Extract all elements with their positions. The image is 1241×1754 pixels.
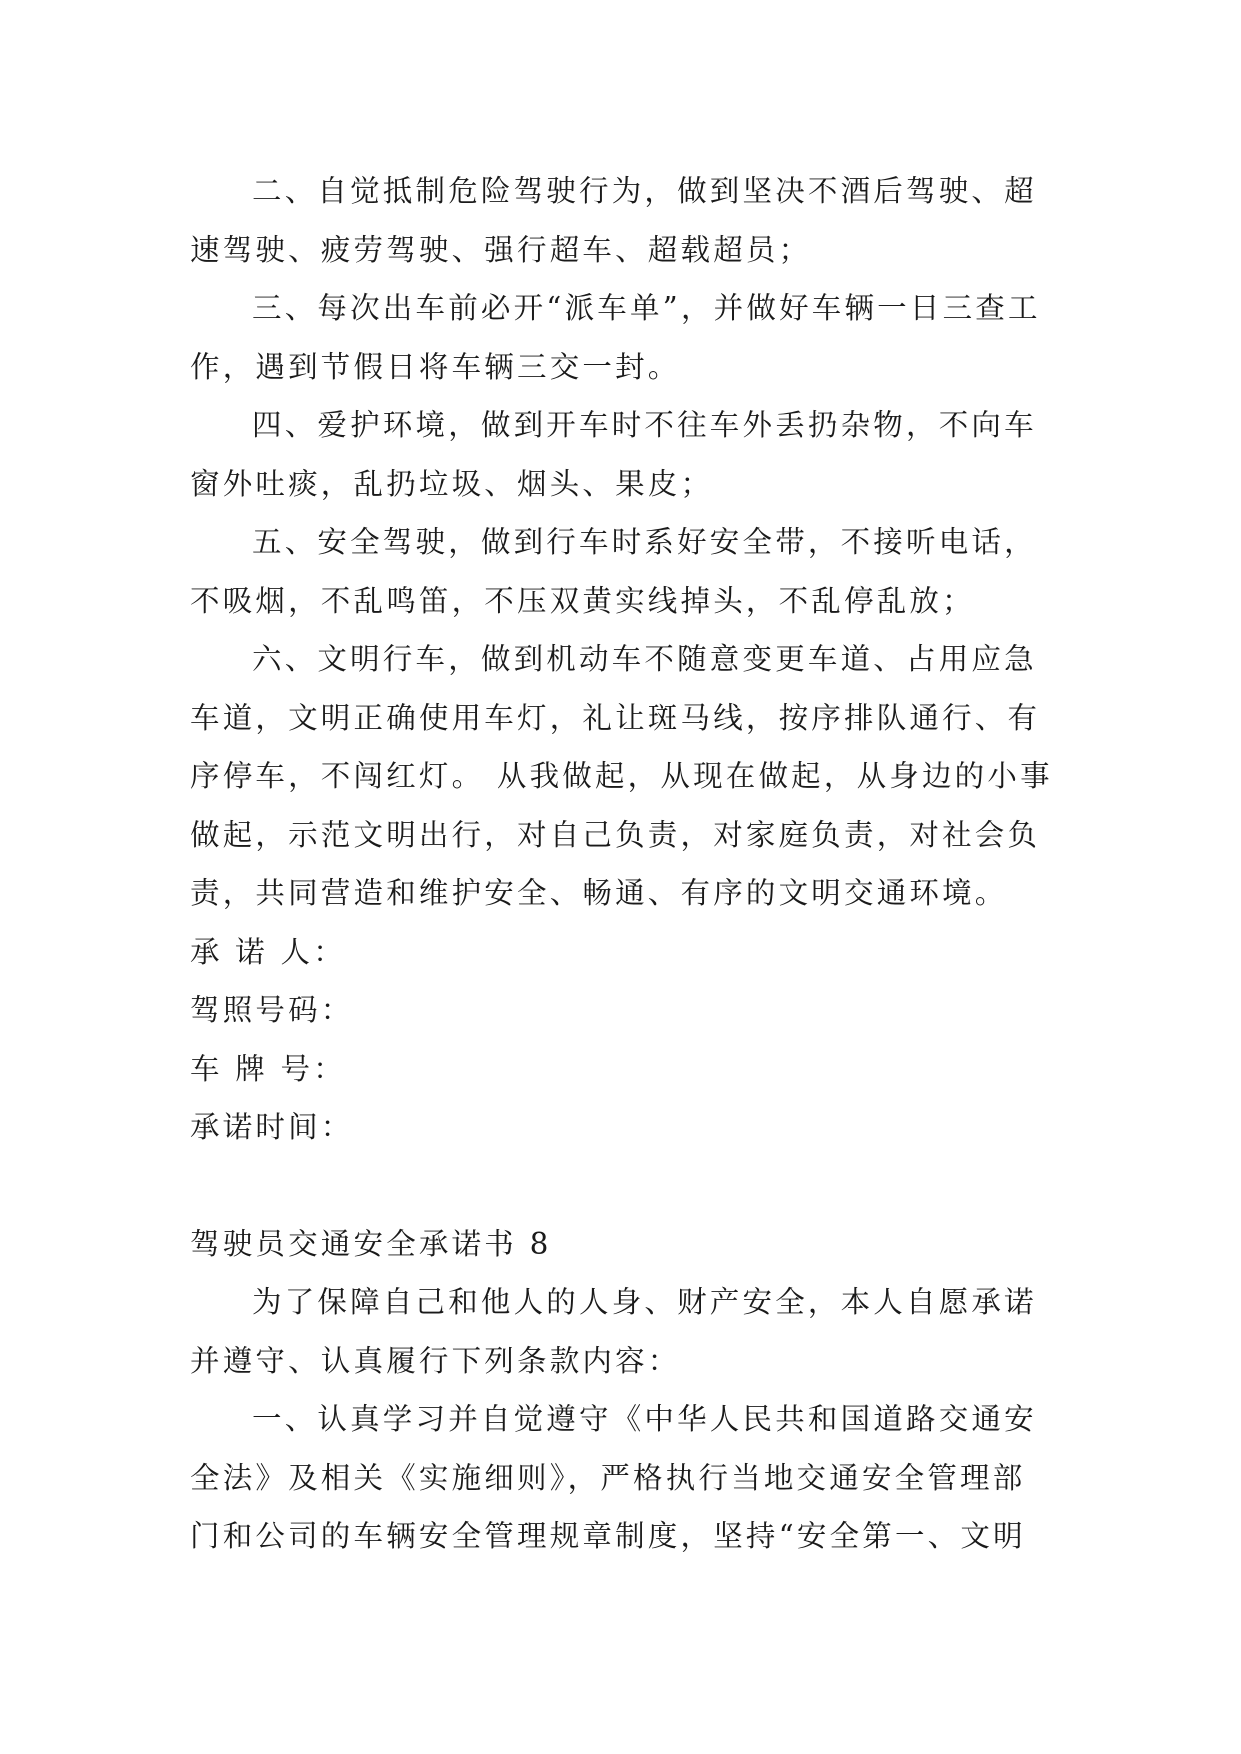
clause-three: 三、每次出车前必开“派车单”，并做好车辆一日三查工作，遇到节假日将车辆三交一封。 xyxy=(190,291,1041,384)
clause-six: 六、文明行车，做到机动车不随意变更车道、占用应急车道，文明正确使用车灯，礼让斑马线，按序排队通行、有序停车，不闯红灯。 从我做起，从现在做起，从身边的小事做起，示范文明出行，对自己负责，对家庭负责，对社会负责，共同营造和维护安全、畅通、有序的文明交通环境。 xyxy=(190,642,1053,910)
document-body xyxy=(190,162,1056,1566)
field-license-number: 驾照号码： xyxy=(190,993,354,1027)
clause-one: 一、认真学习并自觉遵守《中华人民共和国道路交通安全法》及相关《实施细则》，严格执行当地交通安全管理部门和公司的车辆安全管理规章制度，坚持“安全第一、文明 xyxy=(190,1402,1037,1553)
field-plate-number: 车 牌 号： xyxy=(190,1051,346,1086)
clause-two: 二、自觉抵制危险驾驶行为，做到坚决不酒后驾驶、超速驾驶、疲劳驾驶、强行超车、超载超员； xyxy=(190,174,1037,267)
section-gap xyxy=(190,1157,1056,1215)
clause-five: 五、安全驾驶，做到行车时系好安全带，不接听电话，不吸烟，不乱鸣笛，不压双黄实线掉头，不乱停乱放； xyxy=(190,525,1037,618)
field-promise-date: 承诺时间： xyxy=(190,1110,354,1144)
field-promisor: 承 诺 人： xyxy=(190,934,346,969)
intro-paragraph: 为了保障自己和他人的人身、财产安全，本人自愿承诺并遵守、认真履行下列条款内容： xyxy=(190,1285,1037,1378)
clause-four: 四、爱护环境，做到开车时不往车外丢扔杂物，不向车窗外吐痰，乱扔垃圾、烟头、果皮； xyxy=(190,408,1037,501)
section-title: 驾驶员交通安全承诺书 8 xyxy=(190,1226,552,1261)
